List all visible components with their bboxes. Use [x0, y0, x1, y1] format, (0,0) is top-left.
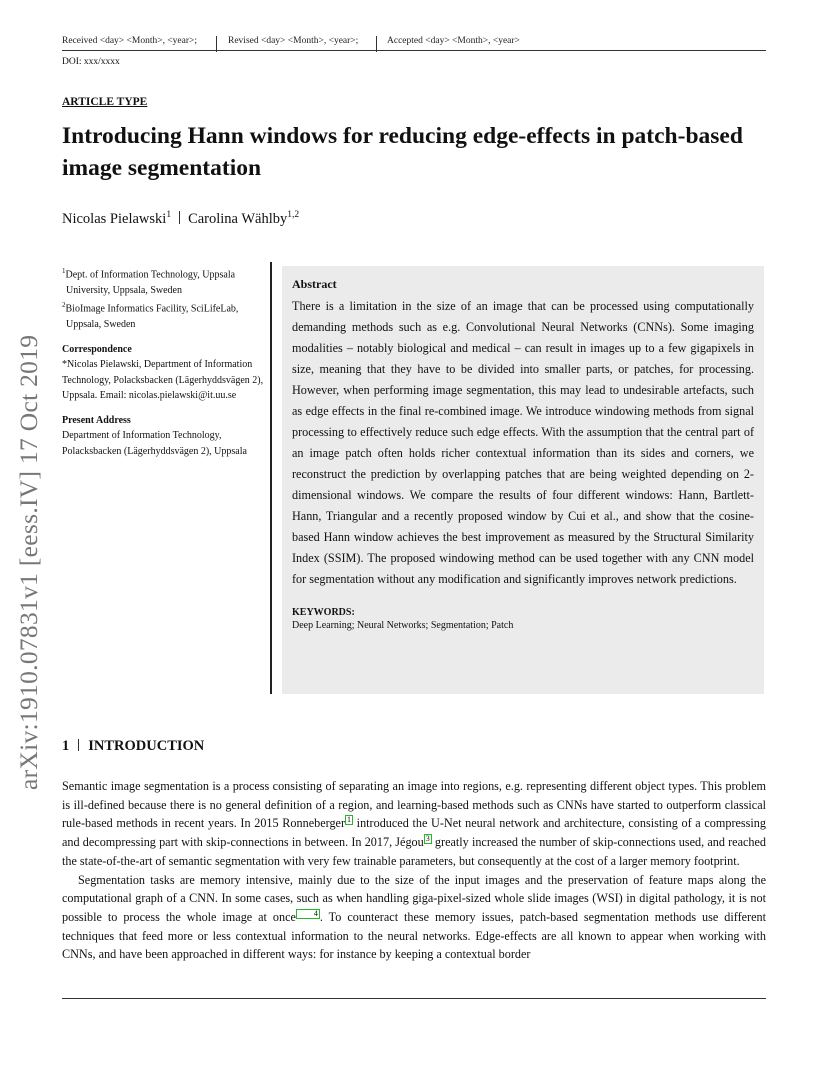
section-separator [78, 739, 79, 751]
abstract-text: There is a limitation in the size of an image that can be processed using computationally demanding methods such as e.g. Convolutional Neural Networks (CNNs). Some imaging modalities – notably biological and medical – can result in images up to a few gigapixels in size, meaning that they have to be divided into smaller parts, or patches, for processing. However, when performing image segmentation, this may lead to undesirable artefacts, such as edge effects in the final re-combined image. We introduce windowing methods from signal processing to effectively reduce such edge effects. With the assumption that the central part of an image patch often holds richer contextual information than its sides and corners, we reconstruct the prediction by overlapping patches that are being weighted depending on 2-dimensional windows. We compare the results of four different windows: Hann, Bartlett-Hann, Triangular and a recently proposed window by Cui et al., and show that the cosine-based Hann window achieves the best improvement as measured by the Structural Similarity Index (SSIM). The proposed windowing method can be used together with any CNN model for segmentation without any modification and significantly improves network predictions. [292, 299, 754, 586]
paragraph-text: . To counteract these memory issues, patch-based segmentation methods use different techniques that feed more or less contextual information to the neural networks. Edge-effects are all known to appear when working with CNNs, and have been approached in different ways: for instance by keeping a contextual border [62, 909, 766, 962]
arxiv-stamp: arXiv:1910.07831v1 [eess.IV] 17 Oct 2019 [14, 334, 43, 790]
keywords: Deep Learning; Neural Networks; Segmentation; Patch [292, 620, 514, 631]
correspondence [62, 342, 266, 404]
present-address-heading: Present Address [62, 414, 131, 426]
correspondence-heading: Correspondence [62, 343, 132, 355]
section-number: 1 [62, 738, 70, 754]
present-address [62, 413, 266, 460]
section-heading [62, 738, 204, 755]
body-text [62, 777, 766, 964]
author-name: Carolina Wählby [188, 210, 288, 227]
paragraph [62, 871, 766, 965]
revised-date: Revised <day> <Month>, <year>; [228, 36, 359, 46]
citation-link[interactable]: 1 [347, 815, 352, 825]
column-divider [270, 262, 272, 694]
affiliation-text: BioImage Informatics Facility, SciLifeLab, Uppsala, Sweden [65, 303, 239, 331]
citation-link[interactable]: 4 [296, 909, 320, 919]
affiliation-number: 1 [62, 267, 66, 275]
author-name: Nicolas Pielawski [62, 210, 167, 227]
present-address-text: Department of Information Technology, Polacksbacken (Lägerhyddsvägen 2), Uppsala [62, 430, 247, 457]
author-list [62, 210, 299, 228]
paragraph-text: Segmentation tasks are memory intensive, mainly due to the size of the input images and the preservation of feature maps along the computational graph of a CNN. In some cases, such as when handling giga-pixel-sized whole slide images (WSI) in digital pathology, it is not possible to process the whole image at once [62, 872, 766, 924]
received-date: Received <day> <Month>, <year>; [62, 36, 198, 46]
affiliation-text: Dept. of Information Technology, Uppsala University, Uppsala, Sweden [65, 269, 236, 296]
paper-title: Introducing Hann windows for reducing edge-effects in patch-based image segmentation [62, 123, 743, 181]
header-rule [62, 50, 766, 51]
keywords-heading: KEYWORDS: [292, 607, 355, 618]
affiliation [62, 264, 266, 298]
paragraph-text: greatly increased the number of skip-connections used, and reached the state-of-the-art of semantic segmentation with very few trainable parameters, but consequently at the cost of a larger memory footprint. [62, 835, 766, 868]
citation-link[interactable]: 3 [425, 834, 430, 844]
doi: DOI: xxx/xxxx [62, 57, 120, 67]
author-affiliation-mark: 1,2 [287, 210, 300, 220]
paragraph-text: introduced the U-Net neural network and architecture, consisting of a compressing and decompressing part with skip-connections in between. In 2017, Jégou [62, 816, 766, 850]
affiliation [62, 298, 266, 332]
footer-rule [62, 998, 766, 999]
abstract-heading: Abstract [292, 277, 337, 291]
section-title: INTRODUCTION [88, 738, 205, 754]
paragraph [62, 777, 766, 871]
correspondence-text: *Nicolas Pielawski, Department of Information Technology, Polacksbacken (Lägerhyddsvägen 2), Uppsala. Email: nicolas.pielawski@it.uu.se [62, 359, 264, 402]
affiliations [62, 264, 266, 333]
article-type: ARTICLE TYPE [62, 96, 148, 108]
affiliation-number: 2 [62, 301, 66, 310]
author-affiliation-mark: 1 [166, 210, 172, 220]
accepted-date: Accepted <day> <Month>, <year> [387, 36, 520, 46]
side-column [62, 264, 266, 468]
author-separator [179, 211, 180, 224]
paragraph-text: Semantic image segmentation is a process consisting of separating an image into regions, e.g. representing different object types. This problem is ill-defined because there is no general definition of a region, and learning-based methods such as CNNs have started to outperform classical rule-based methods in recent years. In 2015 Ronneberger [62, 779, 766, 831]
abstract-box [282, 266, 764, 694]
